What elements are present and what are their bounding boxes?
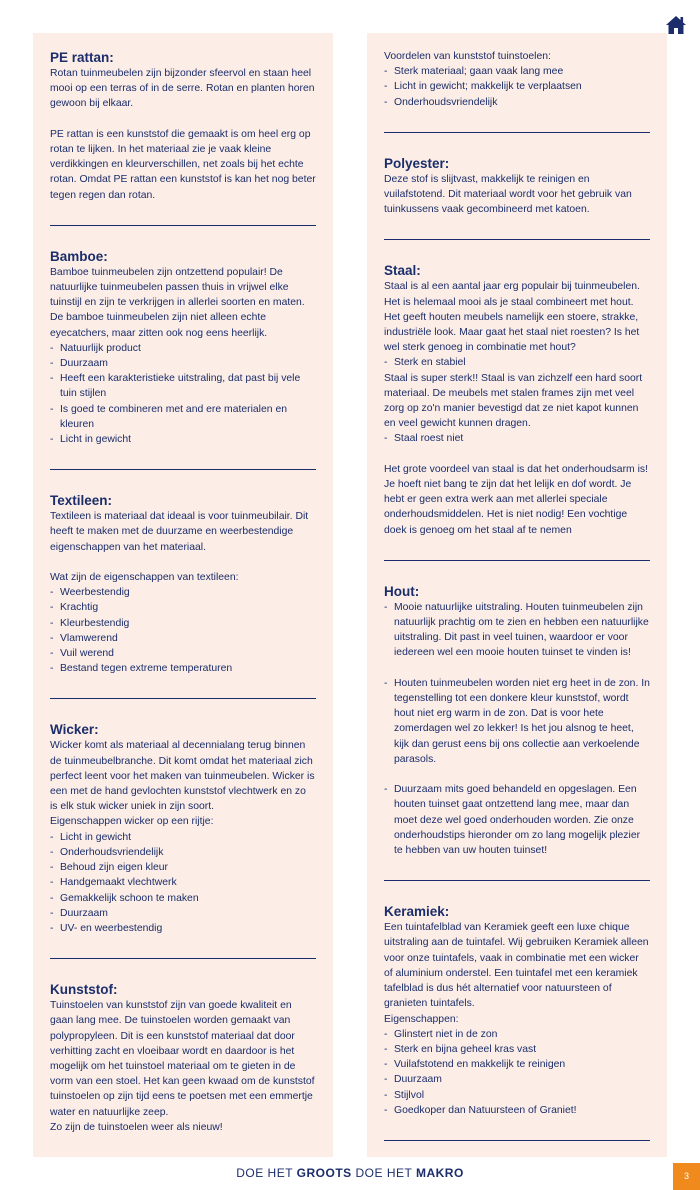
slogan-part-bold: GROOTS <box>296 1166 352 1180</box>
section-title: Polyester: <box>384 155 450 171</box>
paragraph: Bamboe tuinmeubelen zijn ontzettend populair! De natuurlijke tuinmeubelen passen thuis in vrijwel elke tuinstijl en zijn te verkrijgen in allerlei soorten en maten. De bamboe tuinmeubelen zijn niet alleen echte eyecatchers, maar zitten ook nog eens heerlijk. <box>50 266 305 339</box>
bullet-list <box>384 431 650 446</box>
page-number: 3 <box>673 1163 700 1190</box>
list-item: - Gemakkelijk schoon te maken <box>50 891 316 906</box>
list-item: - Duurzaam <box>384 1072 650 1087</box>
divider <box>50 469 316 470</box>
paragraph: PE rattan is een kunststof die gemaakt is om heel erg op rotan te lijken. In het materiaal zie je vaak kleine verdikkingen en kleurverschillen, net zoals bij het echte rotan. Omdat PE rattan een kunststof is kan het nog beter tegen regen dan rotan. <box>50 128 316 201</box>
list-item: - Licht in gewicht <box>50 830 316 845</box>
paragraph: Zo zijn de tuinstoelen weer als nieuw! <box>50 1121 223 1133</box>
section-title: Staal: <box>384 263 421 279</box>
bullet-list <box>384 1027 650 1118</box>
slogan-part: DOE HET <box>351 1166 416 1180</box>
list-item: - Staal roest niet <box>384 431 650 446</box>
list-item: - Handgemaakt vlechtwerk <box>50 875 316 890</box>
divider <box>50 225 316 226</box>
section-polyester <box>384 155 650 218</box>
paragraph: Een tuintafelblad van Keramiek geeft een luxe chique uitstraling aan de tuintafel. Wij gebruiken Keramiek alleen voor onze tuintafels, vaak in combinatie met een wicker of aluminium onderstel. Een tuintafel met een keramiek tafelblad is dus hét alternatief voor natuursteen of granieten tuintafels. <box>384 922 649 1010</box>
slogan-part: DOE HET <box>236 1166 297 1180</box>
divider <box>384 560 650 561</box>
list-item: - Onderhoudsvriendelijk <box>384 95 650 110</box>
section-keramiek <box>384 903 650 1118</box>
divider <box>384 132 650 133</box>
list-item: - Heeft een karakteristieke uitstraling, dat past bij vele tuin stijlen <box>50 371 316 401</box>
bullet-list <box>384 355 650 370</box>
slogan-part-bold: MAKRO <box>415 1166 464 1180</box>
list-item: - Stijlvol <box>384 1088 650 1103</box>
paragraph: Eigenschappen wicker op een rijtje: <box>50 816 214 828</box>
divider <box>384 239 650 240</box>
section-title: Hout: <box>384 583 420 599</box>
section-kunststof <box>50 981 316 1135</box>
bullet-list <box>50 341 316 447</box>
paragraph: Voordelen van kunststof tuinstoelen: <box>384 51 551 62</box>
paragraph: Tuinstoelen van kunststof zijn van goede kwaliteit en gaan lang mee. De tuinstoelen worden gemaakt van polypropyleen. Dit is een kunststof materiaal dat door verhitting zacht en vloeibaar wordt en daardoor is het mogelijk om het tuinstoel materiaal om te gieten in de vorm van een stoel. Het kan geen kwaad om de kunststof tuinstoelen op zijn tijd eens te poetsen met een emmertje water en natuurlijke zeep. <box>50 1000 315 1118</box>
section-kunststof-continued <box>384 49 650 110</box>
list-item: - Sterk en bijna geheel kras vast <box>384 1042 650 1057</box>
right-column <box>367 33 667 1157</box>
section-title: Bamboe: <box>50 248 108 264</box>
footer-slogan <box>0 1166 700 1180</box>
bullet-list <box>384 64 650 110</box>
list-item: - Duurzaam <box>50 356 316 371</box>
bullet-list <box>384 600 650 858</box>
paragraph: Rotan tuinmeubelen zijn bijzonder sfeervol en staan heel mooi op een terras of in de serre. Rotan en planten horen gewoon bij elkaar. <box>50 68 315 110</box>
section-bamboe <box>50 248 316 447</box>
list-item: - Mooie natuurlijke uitstraling. Houten tuinmeubelen zijn natuurlijk prachtig om te zien en hebben een natuurlijke uitstraling. Dit past in veel tuinen, waardoor er voor iedereen wel een mooie houten tuinset te vinden is! <box>384 600 650 661</box>
list-item: - Bestand tegen extreme temperaturen <box>50 661 316 676</box>
section-staal <box>384 262 650 537</box>
section-title: PE rattan: <box>50 50 114 65</box>
list-item: - Krachtig <box>50 600 316 615</box>
section-title: Textileen: <box>50 493 113 509</box>
divider <box>50 698 316 699</box>
list-item: - Onderhoudsvriendelijk <box>50 845 316 860</box>
paragraph: Deze stof is slijtvast, makkelijk te reinigen en vuilafstotend. Dit materiaal wordt voor het gebruik van tuinkussens vaak gecombineerd met katoen. <box>384 173 632 216</box>
list-item: - Glinstert niet in de zon <box>384 1027 650 1042</box>
list-item: - Weerbestendig <box>50 585 316 600</box>
section-title: Keramiek: <box>384 904 450 920</box>
divider <box>384 1140 650 1141</box>
list-item: - UV- en weerbestendig <box>50 921 316 936</box>
section-title: Wicker: <box>50 722 99 738</box>
list-item: - Licht in gewicht <box>50 432 316 447</box>
section-title: Kunststof: <box>50 982 118 998</box>
list-item: - Vlamwerend <box>50 631 316 646</box>
list-item: - Kleurbestendig <box>50 616 316 631</box>
list-item: - Vuil werend <box>50 646 316 661</box>
bullet-list <box>50 830 316 936</box>
list-item: - Licht in gewicht; makkelijk te verplaatsen <box>384 79 650 94</box>
list-item: - Houten tuinmeubelen worden niet erg heet in de zon. In tegenstelling tot een donkere kleur kunststof, wordt hout niet erg warm in de zon. Dat is voor hete zomerdagen wel zo lekker! Is het jou alsnog te heet, kijk dan gerust eens bij ons collectie aan verkoelende parasols. <box>384 676 650 767</box>
paragraph: Staal is super sterk!! Staal is van zichzelf een hard soort materiaal. De meubels met stalen frames zijn met veel zorg op zo'n manier bevestigd dat ze niet kapot kunnen en veel gewicht kunnen dragen. <box>384 372 643 430</box>
list-item: - Sterk en stabiel <box>384 355 650 370</box>
left-column <box>33 33 333 1157</box>
paragraph: Textileen is materiaal dat ideaal is voor tuinmeubilair. Dit heeft te maken met de duurzame en weerbestendige eigenschappen van het materiaal. <box>50 511 309 553</box>
divider <box>50 958 316 959</box>
list-item: - Vuilafstotend en makkelijk te reinigen <box>384 1057 650 1072</box>
list-item: - Behoud zijn eigen kleur <box>50 860 316 875</box>
list-item: - Duurzaam <box>50 906 316 921</box>
section-wicker <box>50 721 316 936</box>
list-item: - Is goed te combineren met and ere materialen en kleuren <box>50 402 316 432</box>
paragraph: Eigenschappen: <box>384 1013 459 1025</box>
paragraph: Het grote voordeel van staal is dat het onderhoudsarm is! Je hoeft niet bang te zijn dat het lelijk en dof wordt. Je hebt er geen extra werk aan met allerlei speciale onderhoudsmiddelen. Het is niet nodig! Een vochtige doek is genoeg om het staal af te nemen <box>384 463 648 536</box>
list-item: - Natuurlijk product <box>50 341 316 356</box>
section-pe-rattan <box>50 49 316 203</box>
section-hout <box>384 583 650 858</box>
home-icon[interactable] <box>665 15 687 35</box>
list-item: - Goedkoper dan Natuursteen of Graniet! <box>384 1103 650 1118</box>
paragraph: Wicker komt als materiaal al decennialang terug binnen de tuinmeubelbranche. Dit komt omdat het materiaal zich perfect leent voor het maken van tuinmeubelen. Wicker is een met de hand gevlochten kunststof vlechtwerk en zo is elk stuk wicker uniek in zijn soort. <box>50 740 315 813</box>
section-textileen <box>50 492 316 676</box>
bullet-list <box>50 585 316 676</box>
list-item: - Duurzaam mits goed behandeld en opgeslagen. Een houten tuinset gaat ontzettend lang mee, maar dan moet deze wel goed onderhouden worden. Zie onze onderhoudstips hieronder om zo lang mogelijk plezier te hebben van uw houten tuinset! <box>384 782 650 858</box>
paragraph: Staal is al een aantal jaar erg populair bij tuinmeubelen. Het is helemaal mooi als je staal combineert met hout. Het geeft houten meubels namelijk een stoere, strakke, industriële look. Maar gaat het staal niet roesten? Is het wel sterk genoeg in combinatie met hout? <box>384 281 640 354</box>
divider <box>384 880 650 881</box>
paragraph: Wat zijn de eigenschappen van textileen: <box>50 572 239 584</box>
list-item: - Sterk materiaal; gaan vaak lang mee <box>384 64 650 79</box>
